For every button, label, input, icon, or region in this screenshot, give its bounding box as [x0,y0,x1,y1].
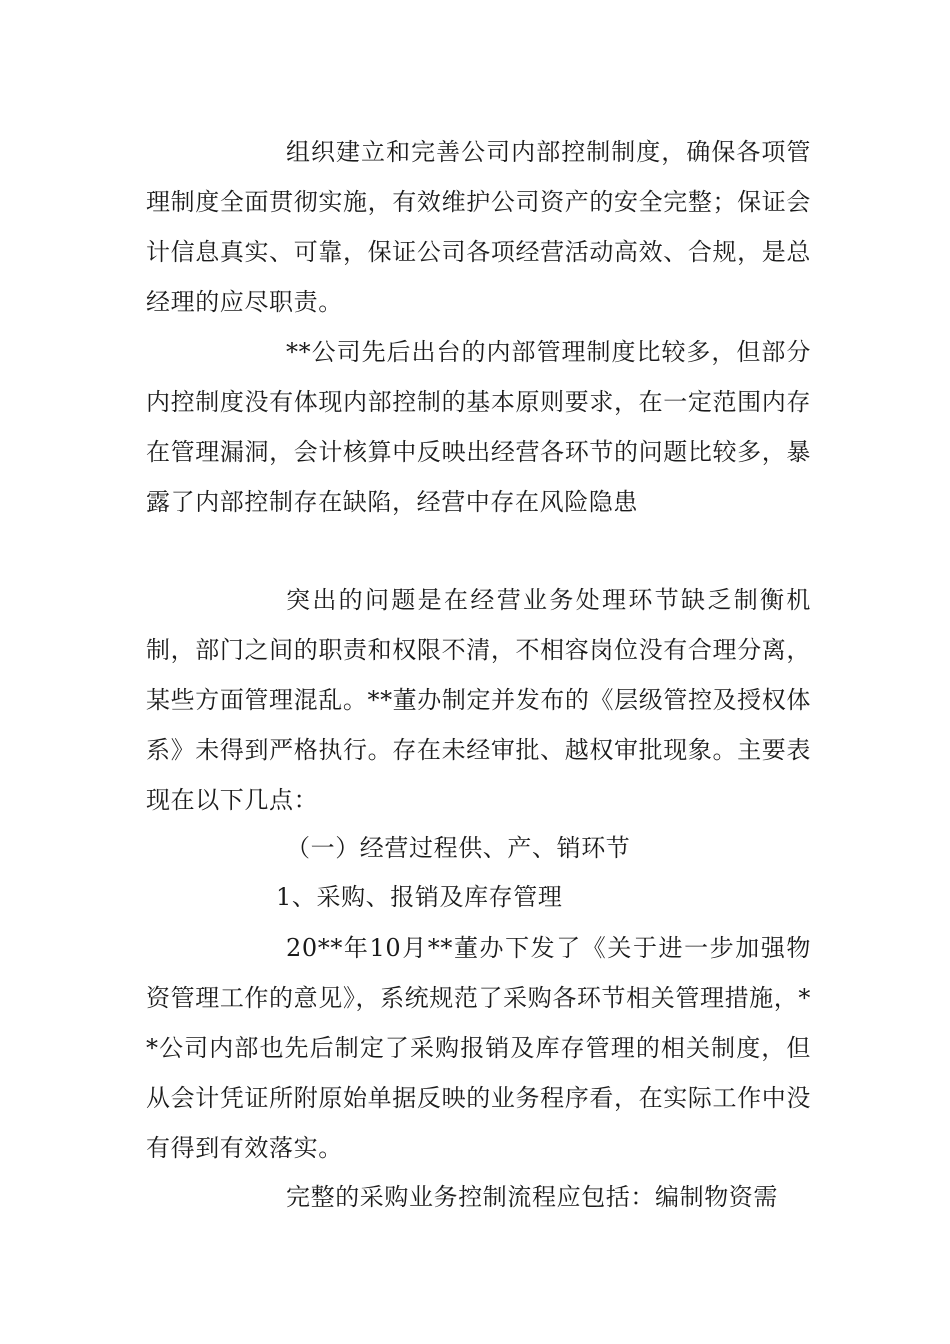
paragraph-1: 组织建立和完善公司内部控制制度，确保各项管理制度全面贯彻实施，有效维护公司资产的安全完整；保证会计信息真实、可靠，保证公司各项经营活动高效、合规，是总经理的应尽职责。 [146,138,811,316]
paragraph-3: 突出的问题是在经营业务处理环节缺乏制衡机制，部门之间的职责和权限不清，不相容岗位没有合理分离，某些方面管理混乱。**董办制定并发布的《层级管控及授权体系》未得到严格执行。存在未经审批、越权审批现象。主要表现在以下几点： [146,586,811,814]
section-heading: （一）经营过程供、产、销环节 [286,834,631,862]
paragraph-2: **公司先后出台的内部管理制度比较多，但部分内控制度没有体现内部控制的基本原则要求，在一定范围内存在管理漏洞，会计核算中反映出经营各环节的问题比较多，暴露了内部控制存在缺陷，经营中存在风险隐患 [146,338,811,516]
paragraph-5: 完整的采购业务控制流程应包括：编制物资需 [286,1183,778,1211]
subsection-heading: 1、采购、报销及库存管理 [276,883,563,911]
paragraph-4: 20**年10月**董办下发了《关于进一步加强物资管理工作的意见》，系统规范了采购各环节相关管理措施，**公司内部也先后制定了采购报销及库存管理的相关制度，但从会计凭证所附原始单据反映的业务程序看，在实际工作中没有得到有效落实。 [146,934,811,1162]
